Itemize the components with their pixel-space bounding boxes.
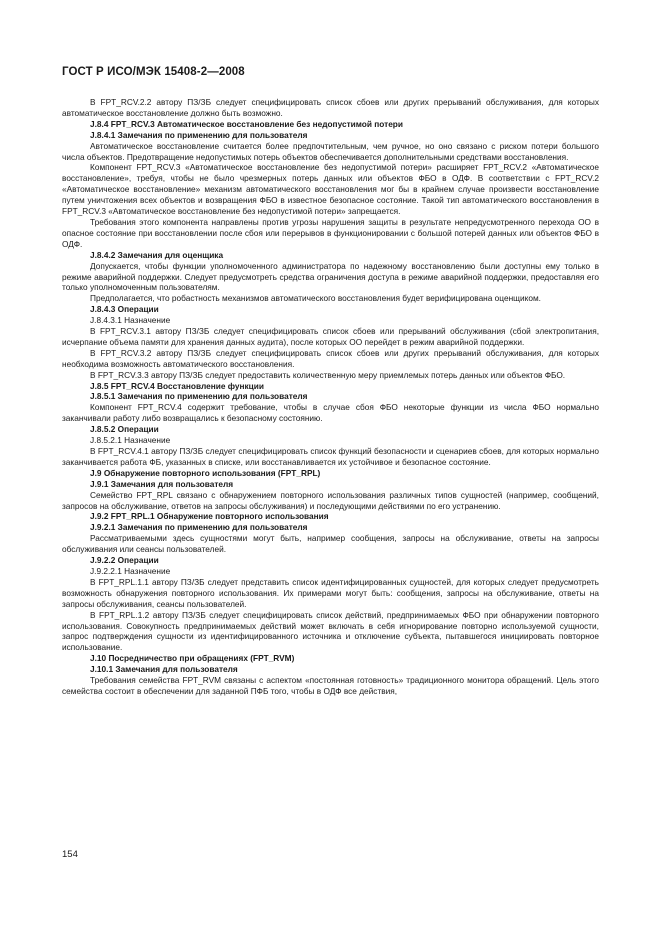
section-heading: J.8.5.2 Операции (90, 424, 159, 435)
paragraph: Рассматриваемыми здесь сущностями могут быть, например сообщения, запросы на обслуживание, ответы на запросы обслуживания или сеансы пользователей. (62, 533, 599, 555)
paragraph: Требования семейства FPT_RVM связаны с аспектом «постоянная готовность» традиционного монитора обращений. Цель этого семейства состоит в обеспечении для заданной ПФБ того, чтобы в ОДФ все действия, (62, 675, 599, 696)
section-heading: J.9.1 Замечания для пользователя (90, 478, 234, 489)
section-heading: J.9 Обнаружение повторного использования (FPT_RPL) (90, 467, 321, 478)
paragraph: Компонент FPT_RCV.3 «Автоматическое восстановление без недопустимой потери» расширяет FPT_RCV.2 «Автоматическое восстановление», требуя, чтобы не было чрезмерных потерь данных или объектов ФБО в ОДФ. В соответствии с FPT_RCV.2 «Автоматическое восстановление» механизм автоматического восстановления мог бы в крайнем случае произвести восстановление путем уничтожения всех объектов и возвращения ФБО в известное безопасное состояние. Такой тип автоматического восстановления в FPT_RCV.3 «Автоматическое восстановление без недопустимой потери» запрещается. (62, 162, 599, 217)
section-heading: J.10.1 Замечания для пользователя (90, 664, 238, 675)
section-heading: J.8.4.2 Замечания для оценщика (90, 249, 224, 260)
section-heading: J.8.4.3 Операции (90, 304, 159, 315)
paragraph: J.8.5.2.1 Назначение (90, 435, 171, 446)
page-number: 154 (62, 849, 78, 860)
paragraph: В FPT_RCV.2.2 автору ПЗ/ЗБ следует специфицировать список сбоев или других прерываний обслуживания, для которых автоматическое восстановление должно быть возможно. (62, 97, 599, 118)
section-heading: J.9.2 FPT_RPL.1 Обнаружение повторного использования (90, 511, 329, 522)
paragraph: В FPT_RCV.3.3 автору ПЗ/ЗБ следует предоставить количественную меру приемлемых потерь данных или объектов ФБО. (90, 369, 566, 380)
paragraph: Компонент FPT_RCV.4 содержит требование, чтобы в случае сбоя ФБО некоторые функции из числа ФБО нормально заканчивали работу либо возвращались к безопасному состоянию. (62, 402, 599, 424)
paragraph: В FPT_RPL.1.2 автору ПЗ/ЗБ следует специфицировать список действий, предпринимаемых ФБО при обнаружении повторного использования. Совокупность предпринимаемых действий может включать в себя игнорирование повторно используемой сущности, запрос подтверждения сущности из идентифицированного источника и отключение субъекта, пытавшегося инициировать повторное использование. (62, 609, 599, 653)
paragraph: J.8.4.3.1 Назначение (90, 315, 171, 326)
section-heading: J.8.4.1 Замечания по применению для пользователя (90, 129, 308, 140)
page-body (62, 97, 599, 697)
paragraph: Автоматическое восстановление считается более предпочтительным, чем ручное, но оно связано с риском потери большого числа объектов. Предотвращение недопустимых потерь объектов обеспечивается дополнительными средствами восстановления. (62, 140, 599, 162)
paragraph: Требования этого компонента направлены против угрозы нарушения защиты в результате непредусмотренного перехода ОО в опасное состояние при восстановлении после сбоя или перерывов в функционировании с большой потерей данных или объектов ФБО в ОДФ. (62, 216, 599, 249)
paragraph: Семейство FPT_RPL связано с обнаружением повторного использования различных типов сущностей (например, сообщений, запросов на обслуживание, ответов на запросы обслуживания) и последующими действиями по его устранению. (62, 489, 599, 511)
paragraph: В FPT_RCV.3.1 автору ПЗ/ЗБ следует специфицировать список сбоев или прерываний обслуживания (сбой электропитания, исчерпание объема памяти для хранения данных аудита), после которых ОО перейдет в режим аварийной поддержки. (62, 326, 599, 347)
paragraph: В FPT_RCV.3.2 автору ПЗ/ЗБ следует специфицировать список сбоев или других прерываний обслуживания, для которых необходима возможность автоматического восстановления. (62, 347, 599, 369)
paragraph: В FPT_RPL.1.1 автору ПЗ/ЗБ следует представить список идентифицированных сущностей, для которых следует предусмотреть возможность обнаружения повторного использования. Их примерами могут быть: сообщения, запросы на обслуживание, ответы на запросы обслуживания, сеансы пользователей. (62, 576, 599, 609)
section-heading: J.8.5.1 Замечания по применению для пользователя (90, 391, 308, 402)
paragraph: J.9.2.2.1 Назначение (90, 565, 171, 576)
section-heading: J.9.2.1 Замечания по применению для пользователя (90, 522, 308, 533)
section-heading: J.8.5 FPT_RCV.4 Восстановление функции (90, 380, 264, 391)
section-heading: J.8.4 FPT_RCV.3 Автоматическое восстановление без недопустимой потери (90, 118, 403, 129)
paragraph: Допускается, чтобы функции уполномоченного администратора по надежному восстановлению были доступны ему только в режиме аварийной поддержки. Следует предусмотреть средства ограничения доступа в режиме аварийной поддержки, предоставляя его только уполномоченным пользователям. (62, 260, 599, 293)
page-header: ГОСТ Р ИСО/МЭК 15408-2—2008 (62, 66, 245, 78)
section-heading: J.9.2.2 Операции (90, 555, 159, 566)
paragraph: Предполагается, что робастность механизмов автоматического восстановления будет верифицирована оценщиком. (90, 293, 541, 304)
paragraph: В FPT_RCV.4.1 автору ПЗ/ЗБ следует специфицировать список функций безопасности и сценариев сбоев, для которых нормально заканчивается работа ФБ, указанных в списке, или восстанавливается их устойчивое и безопасное состояние. (62, 446, 599, 467)
section-heading: J.10 Посредничество при обращениях (FPT_RVM) (90, 653, 295, 664)
